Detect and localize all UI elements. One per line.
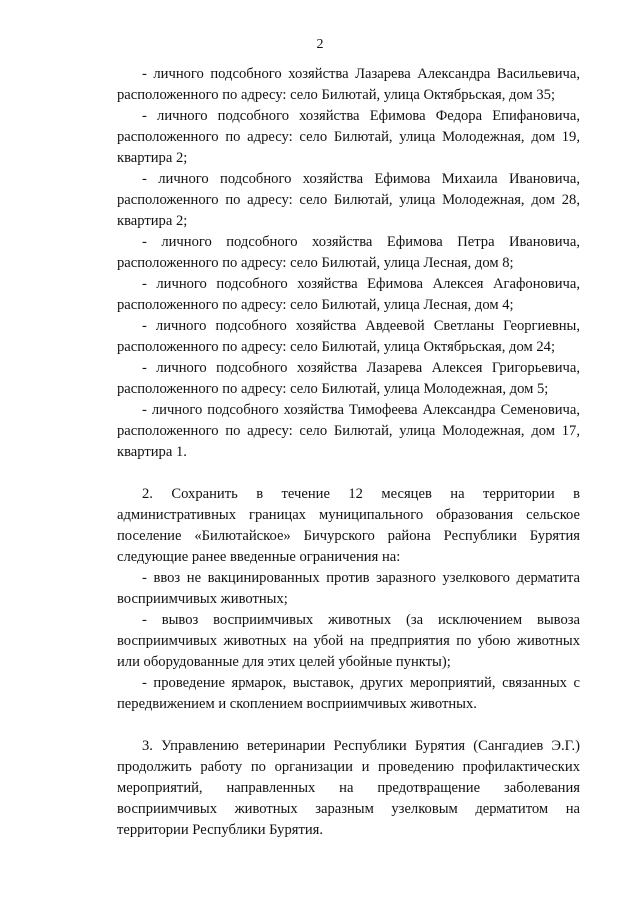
paragraph-gap xyxy=(117,463,580,484)
section-2-item-3: - проведение ярмарок, выставок, других мероприятий, связанных с передвижением и скоплением восприимчивых животных. xyxy=(117,675,580,712)
document-body xyxy=(117,64,580,841)
list-item-7: - личного подсобного хозяйства Лазарева Алексея Григорьевича, расположенного по адресу: село Билютай, улица Молодежная, дом 5; xyxy=(117,360,580,397)
section-3-text: 3. Управлению ветеринарии Республики Бурятия (Сангадиев Э.Г.) продолжить работу по организации и проведению профилактических мероприятий, направленных на предотвращение заболевания восприимчивых животных заразным узелковым дерматитом на территории Республики Бурятия. xyxy=(117,738,580,838)
page-number: 2 xyxy=(316,37,324,52)
list-item-6: - личного подсобного хозяйства Авдеевой Светланы Георгиевны, расположенного по адресу: село Билютай, улица Октябрьская, дом 24; xyxy=(117,318,580,355)
list-item-1: - личного подсобного хозяйства Лазарева Александра Васильевича, расположенного по адресу: село Билютай, улица Октябрьская, дом 35; xyxy=(117,66,580,103)
list-item-5: - личного подсобного хозяйства Ефимова Алексея Агафоновича, расположенного по адресу: село Билютай, улица Лесная, дом 4; xyxy=(117,276,580,313)
section-2-intro: 2. Сохранить в течение 12 месяцев на территории в административных границах муниципального образования сельское поселение «Билютайское» Бичурского района Республики Бурятия следующие ранее введенные ограничения на: xyxy=(117,486,580,565)
section-2-item-1: - ввоз не вакцинированных против заразного узелкового дерматита восприимчивых животных; xyxy=(117,570,580,607)
list-item-3: - личного подсобного хозяйства Ефимова Михаила Ивановича, расположенного по адресу: село Билютай, улица Молодежная, дом 28, квартира 2; xyxy=(117,171,580,229)
list-item-4: - личного подсобного хозяйства Ефимова Петра Ивановича, расположенного по адресу: село Билютай, улица Лесная, дом 8; xyxy=(117,234,580,271)
list-item-8: - личного подсобного хозяйства Тимофеева Александра Семеновича, расположенного по адресу: село Билютай, улица Молодежная, дом 17, квартира 1. xyxy=(117,402,580,460)
paragraph-gap xyxy=(117,715,580,736)
list-item-2: - личного подсобного хозяйства Ефимова Федора Епифановича, расположенного по адресу: село Билютай, улица Молодежная, дом 19, квартира 2; xyxy=(117,108,580,166)
section-2-item-2: - вывоз восприимчивых животных (за исключением вывоза восприимчивых животных на убой на предприятия по убою животных или оборудованные для этих целей убойные пункты); xyxy=(117,612,580,670)
